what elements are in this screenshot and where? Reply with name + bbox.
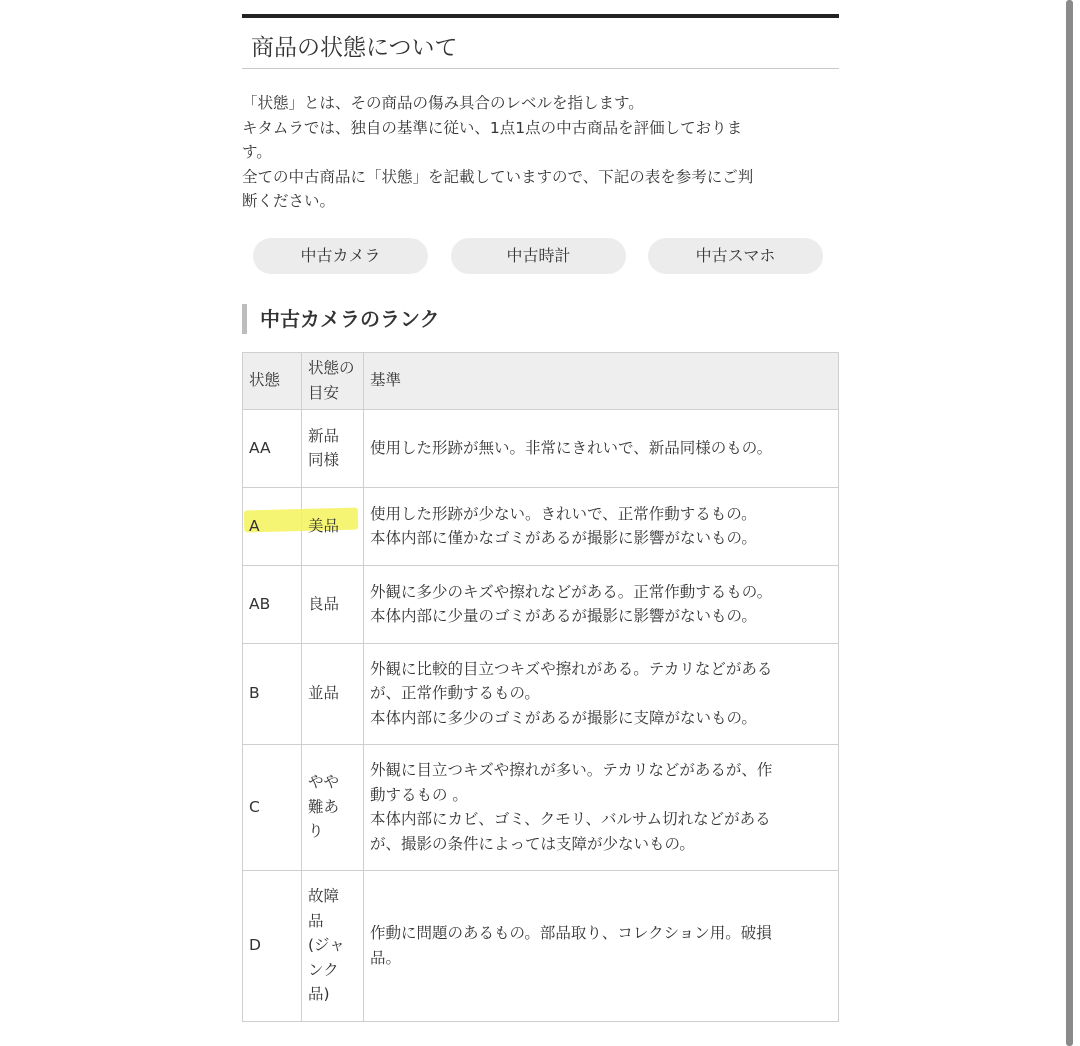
table-row [243, 643, 839, 744]
header-grade: 状態 [243, 352, 302, 409]
criteria-line: 本体内部にカビ、ゴミ、クモリ、バルサム切れなどがある [370, 810, 771, 828]
guide-cell [302, 643, 364, 744]
intro-text [242, 91, 839, 214]
table-row [243, 487, 839, 565]
criteria-cell [364, 487, 839, 565]
criteria-line: が、正常作動するもの。 [370, 684, 540, 703]
guide-cell [302, 870, 364, 1021]
guide-line: (ジャ [308, 936, 345, 955]
header-guide-line: 状態の [308, 359, 355, 377]
grade-text: A [249, 516, 260, 535]
criteria-line: 外観に比較的目立つキズや擦れがある。テカリなどがある [370, 659, 773, 678]
guide-line: 故障 [308, 887, 340, 906]
grade-cell: AA [243, 409, 302, 487]
section-title: 中古カメラのランク [242, 304, 839, 334]
category-tabs [242, 238, 839, 274]
guide-line: 良品 [308, 594, 340, 613]
criteria-line: 本体内部に少量のゴミがあるが撮影に影響がないもの。 [370, 607, 757, 625]
criteria-line: が、撮影の条件によっては支障が少ないもの。 [370, 834, 695, 853]
table-row [243, 409, 839, 487]
guide-line: ンク [308, 960, 339, 979]
criteria-line: 使用した形跡が無い。非常にきれいで、新品同様のもの。 [370, 438, 773, 457]
criteria-cell [364, 870, 839, 1021]
guide-line: 同様 [308, 451, 340, 469]
grade-cell: C [243, 744, 302, 870]
criteria-line: 使用した形跡が少ない。きれいで、正常作動するもの。 [370, 504, 757, 523]
rank-table [242, 352, 839, 1022]
criteria-cell [364, 565, 839, 643]
content-panel [242, 14, 839, 1022]
guide-cell [302, 565, 364, 643]
guide-line: やや [308, 773, 340, 792]
guide-line: 品) [308, 985, 330, 1004]
guide-cell [302, 409, 364, 487]
guide-line: り [308, 822, 324, 841]
page-title: 商品の状態について [242, 18, 839, 69]
table-row [243, 565, 839, 643]
guide-line: 並品 [308, 684, 340, 703]
header-criteria: 基準 [364, 352, 839, 409]
intro-line: 全ての中古商品に「状態」を記載していますので、下記の表を参考にご判 [242, 167, 754, 186]
tab-used-watch[interactable]: 中古時計 [451, 238, 626, 274]
criteria-cell [364, 409, 839, 487]
intro-line: キタムラでは、独自の基準に従い、1点1点の中古商品を評価しておりま [242, 118, 743, 137]
criteria-line: 品。 [370, 948, 402, 967]
grade-cell: D [243, 870, 302, 1021]
criteria-cell [364, 643, 839, 744]
guide-cell [302, 487, 364, 565]
guide-line: 美品 [308, 516, 340, 535]
guide-cell [302, 744, 364, 870]
tab-used-smartphone[interactable]: 中古スマホ [648, 238, 823, 274]
guide-line: 品 [308, 911, 324, 930]
tab-used-camera[interactable]: 中古カメラ [253, 238, 428, 274]
intro-line: 断ください。 [242, 192, 336, 210]
grade-cell: AB [243, 565, 302, 643]
table-header-row [243, 352, 839, 409]
table-row [243, 744, 839, 870]
criteria-line: 本体内部に多少のゴミがあるが撮影に支障がないもの。 [370, 708, 757, 727]
header-guide-line: 目安 [308, 383, 340, 402]
criteria-cell [364, 744, 839, 870]
header-guide [302, 352, 364, 409]
guide-line: 新品 [308, 426, 340, 445]
guide-line: 難あ [308, 797, 340, 816]
criteria-line: 動するもの 。 [370, 785, 468, 804]
grade-cell: B [243, 643, 302, 744]
criteria-line: 作動に問題のあるもの。部品取り、コレクション用。破損 [370, 924, 772, 942]
scrollbar[interactable] [1066, 0, 1073, 1046]
criteria-line: 本体内部に僅かなゴミがあるが撮影に影響がないもの。 [370, 529, 757, 547]
intro-line: す。 [242, 143, 272, 161]
intro-line: 「状態」とは、その商品の傷み具合のレベルを指します。 [242, 94, 644, 112]
table-row [243, 870, 839, 1021]
criteria-line: 外観に多少のキズや擦れなどがある。正常作動するもの。 [370, 582, 773, 601]
criteria-line: 外観に目立つキズや擦れが多い。テカリなどがあるが、作 [370, 761, 773, 779]
